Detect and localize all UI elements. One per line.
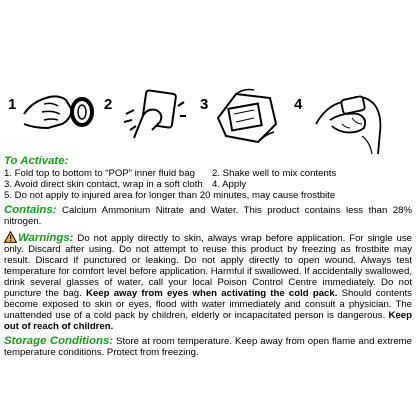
person-applying-pack-icon xyxy=(312,84,392,156)
warnings-text-2: Should contents become exposed to skin or eyes, flood with water immediately and consult a physician. The unattended use of a cold pack by children, elderly or incapacitated person is dangerous. xyxy=(4,288,412,321)
hand-squeezing-pack-icon xyxy=(22,84,102,140)
warnings-heading: Warnings: xyxy=(18,232,74,244)
contains-heading: Contains: xyxy=(4,204,57,216)
warnings-section xyxy=(4,231,412,332)
step-4 xyxy=(294,84,404,156)
list-item: 3. Avoid direct skin contact, wrap in a soft cloth xyxy=(4,179,203,190)
step-number: 1 xyxy=(8,96,17,113)
step-3 xyxy=(200,84,290,156)
step-number: 4 xyxy=(294,96,303,113)
instructions-text xyxy=(4,156,412,358)
step-2 xyxy=(104,84,194,156)
hand-shaking-pack-icon xyxy=(120,84,190,144)
list-item: 4. Apply xyxy=(212,179,247,190)
list-item: 1. Fold top to bottom to “POP” inner fluid bag xyxy=(4,168,195,179)
storage-heading: Storage Conditions: xyxy=(4,335,114,347)
activate-heading: To Activate: xyxy=(4,155,69,167)
warnings-bold-text-2: Keep out of reach of children. xyxy=(4,310,412,332)
instruction-steps xyxy=(0,84,416,156)
warnings-bold-text: Keep away from eyes when activating the cold pack. xyxy=(86,288,338,299)
contains-section xyxy=(4,205,412,227)
storage-section xyxy=(4,336,412,358)
storage-text: Store at room temperature. Keep away from open flame and extreme temperature conditions. Protect from freezing. xyxy=(4,336,412,358)
step-number: 2 xyxy=(104,96,113,113)
list-item: 5. Do not apply to injured area for longer than 20 minutes, may cause frostbite xyxy=(4,190,336,201)
contains-text: Calcium Ammonium Nitrate and Water. This product contains less than 28% nitrogen. xyxy=(4,205,412,227)
step-number: 3 xyxy=(200,96,209,113)
step-1 xyxy=(8,84,98,156)
warning-triangle-icon xyxy=(4,231,17,243)
activate-list xyxy=(4,168,412,201)
list-item: 2. Shake well to mix contents xyxy=(212,168,337,179)
pack-wrapped-in-cloth-icon xyxy=(214,84,284,146)
warnings-text: Do not apply directly to skin, always wrap before application. For single use only. Discard after using. Do not attempt to reuse this product by freezing as frostbite may result. Discard if punctured or leaking. Do not apply directly to open wound. Always test temperature for comfort level before application. Harmful if swallowed. If accidentally swallowed, drink several glasses of water, call your local Poison Control Centre immediately. Do not puncture the bag. xyxy=(4,233,412,299)
